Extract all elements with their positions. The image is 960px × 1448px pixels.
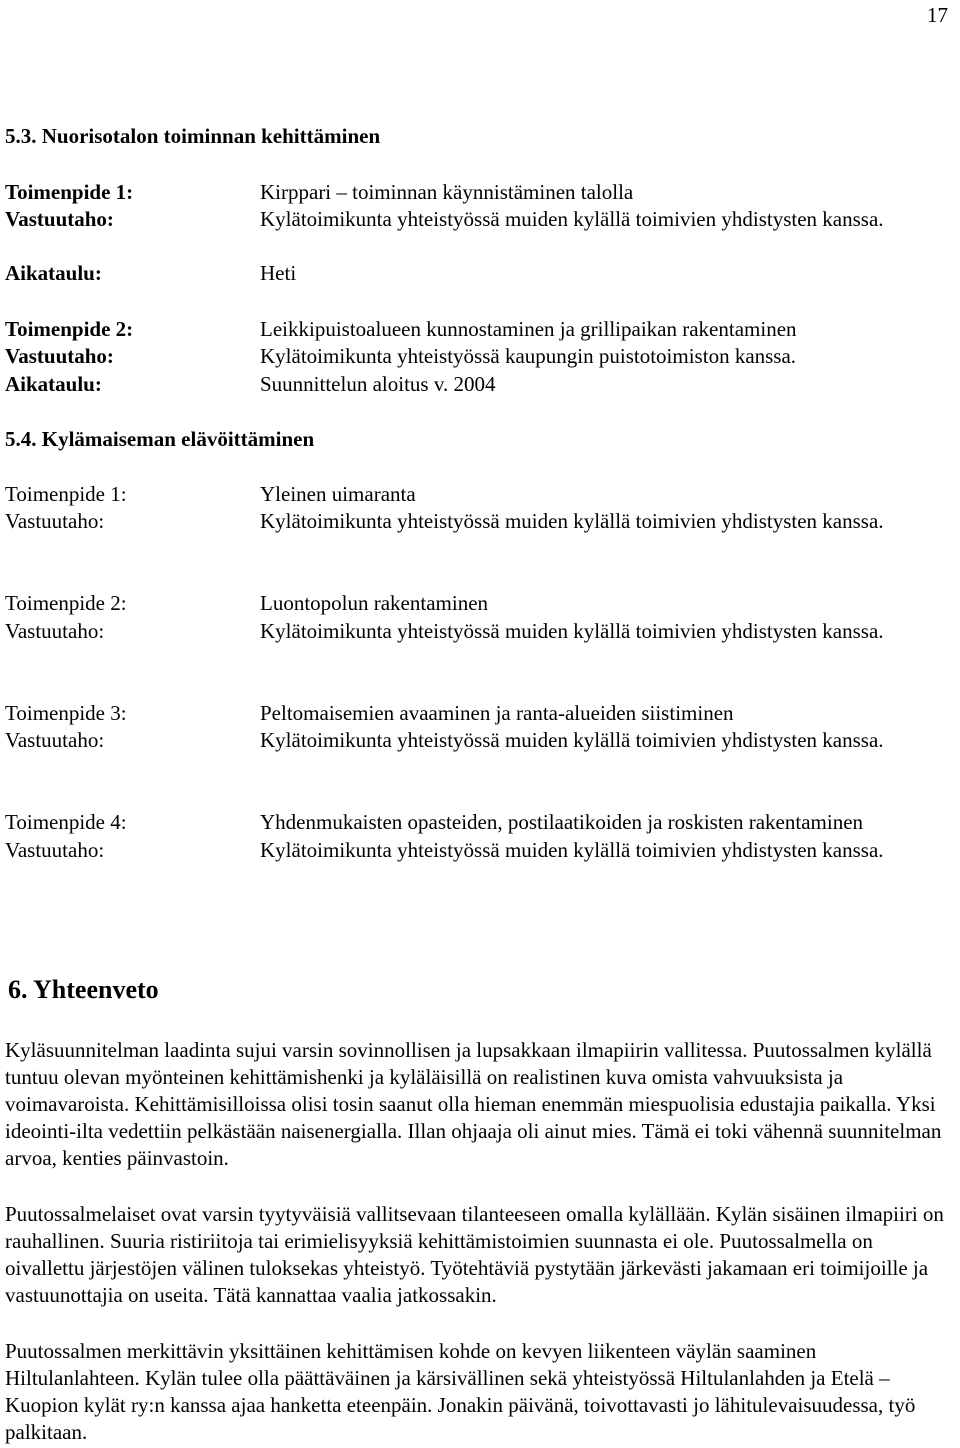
schedule-value: Suunnittelun aloitus v. 2004 <box>260 372 496 396</box>
action-value: Peltomaisemien avaaminen ja ranta-alueiden siistiminen <box>260 701 734 725</box>
summary-paragraph: Puutossalmelaiset ovat varsin tyytyväisiä vallitsevaan tilanteeseen omalla kylällään. Kylän sisäinen ilmapiiri on rauhallinen. Suuria ristiriitoja tai erimielisyyksiä kehittämistoimien suunnasta ei ole. Puutossalmella on oivallettu järjestöjen välinen tuloksekas yhteistyö. Työtehtäviä pystytään järkevästi jakamaan eri toimijoille ja vastuunottajia on useita. Tätä kannattaa vaalia jatkossakin. <box>5 1202 944 1307</box>
action-row <box>5 481 950 508</box>
responsible-label: Vastuutaho: <box>5 344 114 368</box>
responsible-row <box>5 837 950 864</box>
action-value: Kirppari – toiminnan käynnistäminen talolla <box>260 180 634 204</box>
action-row <box>5 316 950 343</box>
schedule-row <box>5 371 950 398</box>
responsible-value: Kylätoimikunta yhteistyössä muiden kylällä toimivien yhdistysten kanssa. <box>260 728 884 752</box>
schedule-value: Heti <box>260 261 297 285</box>
action-label: Toimenpide 2: <box>5 591 127 615</box>
summary-paragraph: Puutossalmen merkittävin yksittäinen kehittämisen kohde on kevyen liikenteen väylän saaminen Hiltulanlahteen. Kylän tulee olla päättäväinen ja kärsivällinen sekä yhteistyössä Hiltulanlahden ja Etelä – Kuopion kylät ry:n kanssa ajaa hanketta eteenpäin. Jonakin päivänä, toivottavasti jo lähitulevaisuudessa, työ palkitaan. <box>5 1339 916 1444</box>
summary-paragraph: Kyläsuunnitelman laadinta sujui varsin sovinnollisen ja lupsakkaan ilmapiirin vallitessa. Puutossalmen kylällä tuntuu olevan myönteinen kehittämishenki ja kyläläisillä on realistinen kuva omista vahvuuksista ja voimavaroista. Kehittämisilloissa olisi tosin saanut olla hieman enemmän miespuolisia edustajia paikalla. Yksi ideointi-ilta vedettiin pelkästään naisenergialla. Illan ohjaaja oli ainut mies. Tämä ei toki vähennä suunnitelman arvoa, kenties päinvastoin. <box>5 1038 942 1170</box>
action-value: Luontopolun rakentaminen <box>260 591 489 615</box>
action-value: Leikkipuistoalueen kunnostaminen ja grillipaikan rakentaminen <box>260 317 797 341</box>
action-row <box>5 700 950 727</box>
responsible-row <box>5 618 950 645</box>
schedule-label: Aikataulu: <box>5 261 102 285</box>
action-label: Toimenpide 3: <box>5 701 127 725</box>
responsible-label: Vastuutaho: <box>5 838 105 862</box>
action-row <box>5 179 950 206</box>
schedule-label: Aikataulu: <box>5 372 102 396</box>
section-heading-5-4: 5.4. Kylämaiseman elävöittäminen <box>5 427 315 451</box>
action-label: Toimenpide 1: <box>5 180 134 204</box>
responsible-row <box>5 343 950 370</box>
page-number: 17 <box>927 3 948 27</box>
responsible-row <box>5 508 950 535</box>
responsible-value: Kylätoimikunta yhteistyössä muiden kylällä toimivien yhdistysten kanssa. <box>260 509 884 533</box>
responsible-label: Vastuutaho: <box>5 207 114 231</box>
section-heading-6: 6. Yhteenveto <box>8 975 159 1004</box>
responsible-label: Vastuutaho: <box>5 619 105 643</box>
responsible-value: Kylätoimikunta yhteistyössä muiden kylällä toimivien yhdistysten kanssa. <box>260 207 884 231</box>
responsible-value: Kylätoimikunta yhteistyössä muiden kylällä toimivien yhdistysten kanssa. <box>260 838 884 862</box>
responsible-value: Kylätoimikunta yhteistyössä kaupungin puistotoimiston kanssa. <box>260 344 797 368</box>
action-label: Toimenpide 4: <box>5 810 127 834</box>
responsible-value: Kylätoimikunta yhteistyössä muiden kylällä toimivien yhdistysten kanssa. <box>260 619 884 643</box>
responsible-row <box>5 206 950 233</box>
action-value: Yhdenmukaisten opasteiden, postilaatikoiden ja roskisten rakentaminen <box>260 810 864 834</box>
action-row <box>5 809 950 836</box>
action-value: Yleinen uimaranta <box>260 482 416 506</box>
section-heading-5-3: 5.3. Nuorisotalon toiminnan kehittäminen <box>5 124 381 148</box>
action-label: Toimenpide 2: <box>5 317 134 341</box>
action-label: Toimenpide 1: <box>5 482 127 506</box>
responsible-label: Vastuutaho: <box>5 509 105 533</box>
schedule-row <box>5 260 950 287</box>
responsible-row <box>5 727 950 754</box>
responsible-label: Vastuutaho: <box>5 728 105 752</box>
action-row <box>5 590 950 617</box>
